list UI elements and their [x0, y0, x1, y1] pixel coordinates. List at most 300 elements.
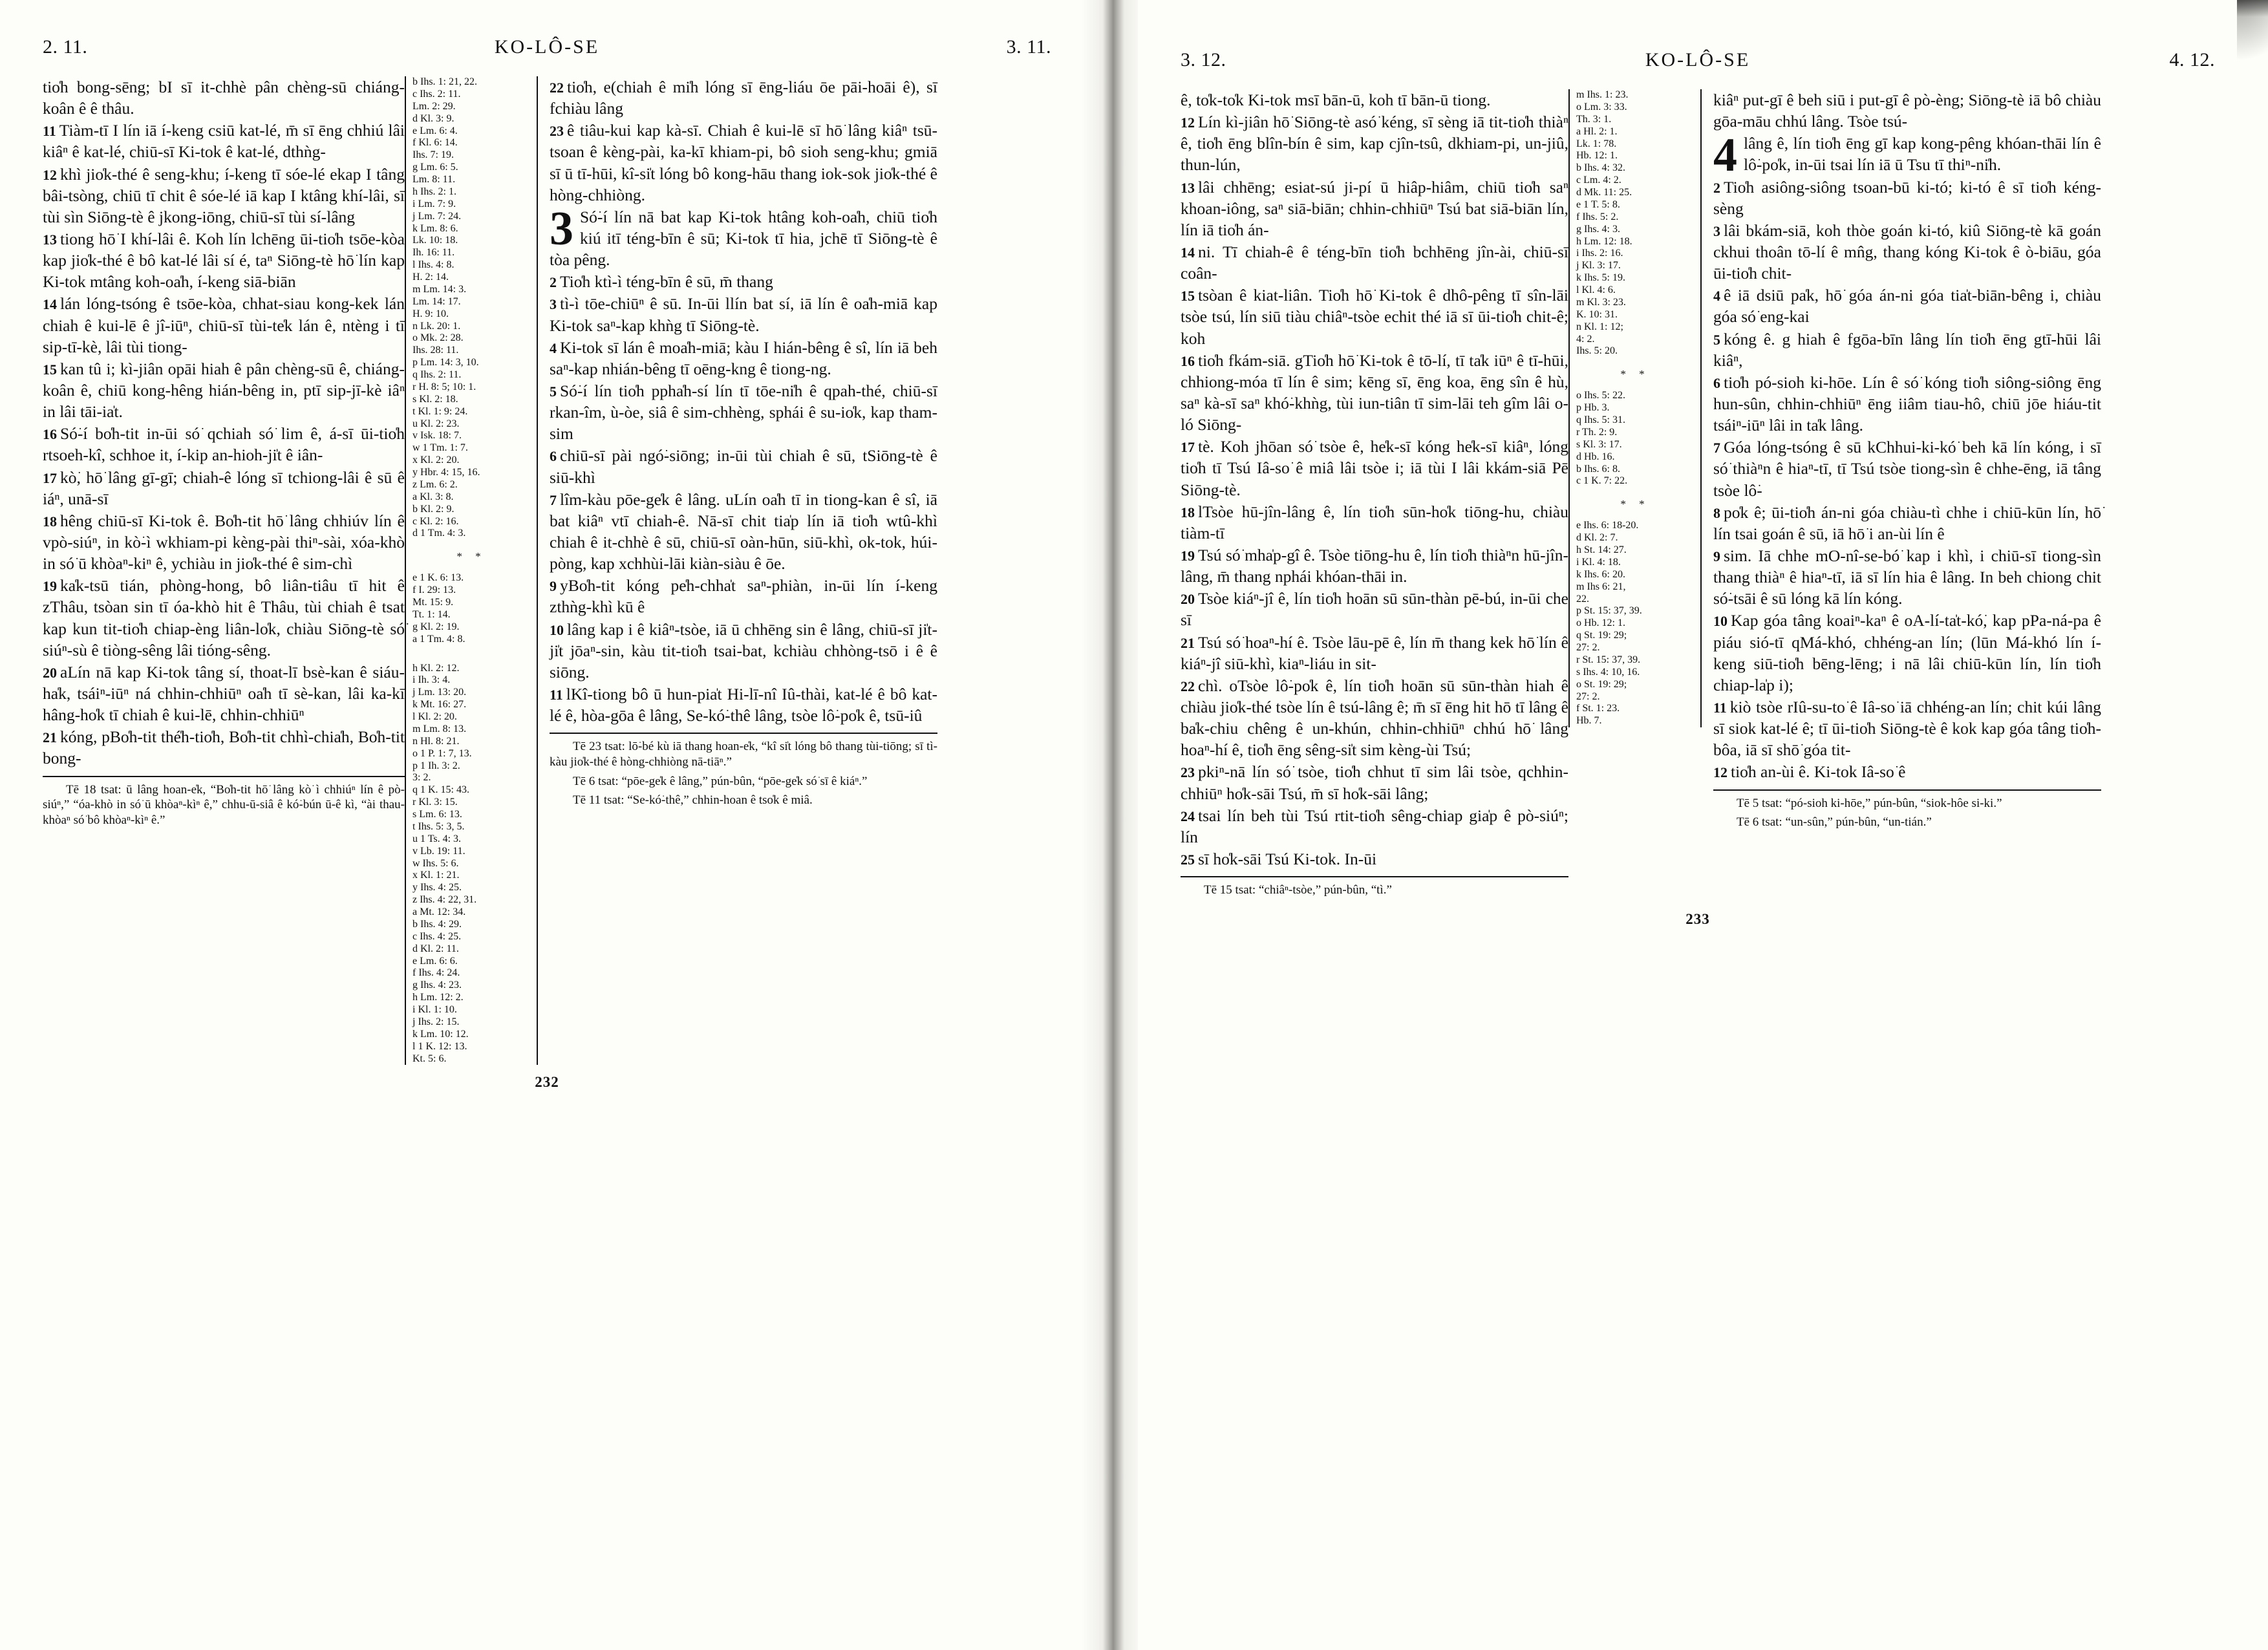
- verse-number: 3: [1713, 222, 1720, 239]
- verse-paragraph: [550, 619, 937, 683]
- cross-reference: m Ihs 6: 21,: [1576, 581, 1626, 592]
- cross-reference: b Ihs. 4: 32.: [1576, 162, 1625, 174]
- right-runhead-title: KO-LÔ-SE: [1645, 49, 1751, 70]
- left-page-columns: [43, 76, 1051, 1065]
- cross-reference: g Kl. 2: 19.: [412, 621, 460, 632]
- cross-reference: k Lm. 10: 12.: [412, 1028, 469, 1040]
- verse-number: 17: [1181, 439, 1195, 456]
- cross-reference: 3: 2.: [412, 772, 431, 784]
- verse-paragraph: [1713, 89, 2101, 132]
- cross-reference: m Lm. 14: 3.: [412, 283, 467, 295]
- verse-number: 21: [43, 729, 57, 746]
- verse-number: 11: [43, 123, 56, 140]
- verse-paragraph: [1181, 761, 1568, 804]
- verse-text: Só͘-í lín tio̍h ppha̍h-sí lín tī tōe-ni̍h ê qpah-thé, chiū-sī rkan-îm, ù-òe, siâ ê sim-chhèng, sphái ê su-io̍k, kap tham-sim: [550, 381, 937, 444]
- verse-paragraph: [550, 337, 937, 380]
- verse-paragraph: [550, 76, 937, 119]
- cross-reference: Mt. 15: 9.: [412, 597, 454, 608]
- cross-reference: i Lm. 7: 9.: [412, 198, 456, 209]
- cross-reference: a 1 Tm. 4: 8.: [412, 633, 465, 645]
- verse-text: lán lóng-tsóng ê tsōe-kòa, chhat-siau kong-kek lán chiah ê kui-lē ê jî-iūⁿ, chiū-sī tùi-te̍k lán ê, ntèng i tī sip-tī-kè, lâi tùi tiong-: [43, 294, 405, 356]
- cross-reference: c Lm. 4: 2.: [1576, 175, 1621, 186]
- verse-number: 5: [550, 383, 557, 400]
- verse-number: 11: [550, 686, 563, 703]
- verse-text: Tiàm-tī I lín iā í-keng csiū kat-lé, m̄ sī ēng chhiú lâi kiâⁿ ê kat-lé, chiū-sī Ki-tok ê kat-lé, dthǹg-: [43, 121, 405, 162]
- cross-reference: o Lm. 3: 33.: [1576, 101, 1627, 112]
- verse-number: 11: [1713, 699, 1727, 716]
- verse-text: lîm-kàu pōe-ge̍k ê lâng. uLín oa̍h tī in tiong-kan ê sî, iā bat kiâⁿ vtī chiah-ê. Nā-sī chit tia̍p lín iā tio̍h wtû-khì chiah ê it-chhè ê sū, chiū-sī oàn-hūn, siū-khì, ok-tok, húi-pòng, kap xchhùi-lāi kiàn-siàu ê ōe.: [550, 489, 937, 573]
- verse-paragraph: [1713, 129, 2101, 182]
- verse-text: Tsú só͘ hoaⁿ-hí ê. Tsòe lāu-pē ê, lín m̄ thang kek hō͘ lín ê kiáⁿ-jî siū-khì, kiaⁿ-liáu in sit-: [1181, 632, 1568, 673]
- verse-paragraph: [43, 76, 405, 119]
- right-refs-1: [1576, 89, 1694, 727]
- cross-reference: o 1 P. 1: 7, 13.: [412, 747, 472, 759]
- cross-reference: p Hb. 3.: [1576, 402, 1610, 414]
- verse-text: tio̍h an-ùi ê. Ki-tok Iâ-so͘ ê: [1731, 762, 1906, 782]
- verse-paragraph: [1713, 545, 2101, 609]
- right-col2-footnotes: [1713, 789, 2101, 831]
- verse-paragraph: [43, 120, 405, 162]
- cross-reference: c Kl. 2: 16.: [412, 515, 459, 527]
- cross-reference: Ihs. 28: 11.: [412, 345, 459, 356]
- verse-text: tsai lín beh tùi Tsú rtit-tio̍h sêng-chiap gia̍p ê pò-siúⁿ; lín: [1181, 806, 1568, 846]
- verse-text: ê tiâu-kui kap kà-sī. Chiah ê kui-lē sī hō͘ lâng kiâⁿ tsū-tsoan ê kèng-pài, ka-kī khiam-pi, bô sioh seng-khu; gmiā sī ū tī-hūi, kî-si̍t lóng bô kong-hāu thang iok-sok jio̍k-thé ê hòng-chhiòng.: [550, 121, 937, 204]
- verse-text: tiong hō͘ I khí-lâi ê. Koh lín lchēng ūi-tio̍h tsōe-kòa kap jio̍k-thé ê bô kat-lé lâi sí é, taⁿ Siōng-tè hō͘ lín kap Ki-tok mtâng koh-oa̍h, í-keng siā-biān: [43, 229, 405, 292]
- cross-reference: s Ihs. 4: 10, 16.: [1576, 666, 1640, 678]
- verse-number: 5: [1713, 331, 1720, 348]
- right-page: [1181, 49, 2215, 1614]
- verse-paragraph: [43, 467, 405, 509]
- cross-reference: n Lk. 20: 1.: [412, 320, 461, 332]
- right-col1-footnotes: [1181, 876, 1568, 898]
- cross-reference: i Kl. 1: 10.: [412, 1004, 457, 1016]
- verse-paragraph: [550, 445, 937, 488]
- cross-reference: s Kl. 3: 17.: [1576, 438, 1622, 450]
- left-col2-footnotes: [550, 733, 937, 808]
- cross-reference: Ih. 16: 11.: [412, 247, 455, 259]
- verse-text: tio̍h bong-sēng; bI sī it-chhè pân chèng-sū chiáng-koân ê ê thâu.: [43, 78, 405, 118]
- cross-reference: f Kl. 6: 14.: [412, 137, 458, 149]
- cross-reference: Ihs. 7: 19.: [412, 149, 454, 161]
- verse-paragraph: [43, 510, 405, 574]
- verse-paragraph: [550, 271, 937, 292]
- cross-reference: e 1 T. 5: 8.: [1576, 198, 1620, 210]
- verse-number: 20: [43, 664, 57, 681]
- left-page-number: 232: [535, 1074, 559, 1091]
- verse-text: lâi chhēng; esiat-sú ji-pí ū hiâp-hiâm, chiū tio̍h saⁿ khoan-iông, saⁿ siā-biān; chhin-chhiūⁿ Tsú bat siā-biān lín, lín iā tio̍h án-: [1181, 177, 1568, 239]
- cross-reference: l Kl. 4: 6.: [1576, 284, 1616, 295]
- right-column-text-1: [1181, 89, 1568, 902]
- verse-paragraph: [1181, 284, 1568, 348]
- cross-reference: o St. 19: 29;: [1576, 678, 1627, 690]
- page-corner-curl: [2237, 0, 2268, 78]
- cross-reference: f St. 1: 23.: [1576, 703, 1620, 714]
- cross-reference: s Kl. 2: 18.: [412, 393, 458, 405]
- right-col1-body: [1181, 89, 1568, 870]
- verse-number: 6: [1713, 374, 1720, 391]
- left-runhead-verse-end: 3. 11.: [1006, 36, 1051, 58]
- verse-text: hêng chiū-sī Ki-tok ê. Bo̍h-tit hō͘ lâng chhiúv lín ê vpò-siúⁿ, in kò͘-ì wkhiam-pi kèng-pài thiⁿ-sài, xóa-khò in só͘ ū khòaⁿ-kiⁿ ê, ychiàu in jio̍k-thé ê sim-chì: [43, 511, 405, 573]
- verse-number: 8: [1713, 504, 1720, 521]
- verse-number: 22: [1181, 678, 1195, 694]
- cross-reference: j Ihs. 2: 15.: [412, 1016, 460, 1027]
- cross-reference: x Kl. 2: 20.: [412, 455, 460, 466]
- cross-reference: p St. 15: 37, 39.: [1576, 605, 1642, 617]
- cross-reference: r Kl. 3: 15.: [412, 797, 458, 808]
- verse-text: po̍k ê; ūi-tio̍h án-ni góa chiàu-tì chhe i chiū-kūn lín, hō͘ lín tsai goán ê sū, iā hō͘ i an-ùi lín ê: [1713, 502, 2101, 543]
- cross-reference: o Mk. 2: 28.: [412, 332, 464, 344]
- verse-number: 7: [550, 491, 557, 508]
- verse-number: 25: [1181, 851, 1195, 868]
- cross-reference: K. 10: 31.: [1576, 308, 1618, 320]
- cross-reference: y Ihs. 4: 25.: [412, 882, 462, 894]
- left-column-text-1: [43, 76, 405, 832]
- verse-paragraph: [43, 164, 405, 228]
- left-runhead-verse-start: 2. 11.: [43, 36, 88, 58]
- right-col2-body: [1713, 89, 2101, 783]
- cross-reference: t Ihs. 5: 3, 5.: [412, 820, 465, 832]
- verse-text: Kap góa tâng koaiⁿ-kaⁿ ê oA-lí-ta̍t-kó͘, kap pPa-ná-pa ê piáu sió-tī qMá-khó, chhéng-an lín; (lūn Má-khó lín í-keng siū-tio̍h bēng-lēng; i nā lâi chiū-kūn lín, lín tio̍h chiap-la̍p i);: [1713, 611, 2101, 694]
- verse-number: 16: [1181, 352, 1195, 369]
- verse-paragraph: [1181, 805, 1568, 848]
- cross-reference: Lk. 1: 78.: [1576, 138, 1617, 149]
- left-col1-footnotes: [43, 776, 405, 828]
- cross-reference: w 1 Tm. 1: 7.: [412, 442, 468, 454]
- cross-reference: n Hl. 8: 21.: [412, 735, 460, 747]
- book-gutter-shadow: [1081, 0, 1143, 1650]
- verse-text: pkiⁿ-nā lín só͘ tsòe, tio̍h chhut tī sim lâi tsòe, qchhin-chhiūⁿ ho̍k-sāi Tsú, m̄ sī ho̍k-sāi lâng;: [1181, 762, 1568, 803]
- cross-reference: f Ihs. 5: 2.: [1576, 211, 1619, 222]
- verse-text: tio̍h pó-sioh ki-hōe. Lín ê só͘ kóng tio̍h siông-siông ēng hun-sûn, chhin-chhiūⁿ ēng iiâm tiau-hô, chiū jōe hiáu-tit tsáiⁿ-iūⁿ lâi in ta̍k lâng.: [1713, 372, 2101, 435]
- cross-reference: k Lm. 8: 6.: [412, 222, 458, 234]
- cross-reference: o Ihs. 5: 22.: [1576, 390, 1625, 402]
- verse-number: 9: [1713, 548, 1720, 564]
- verse-text: sim. Iā chhe mO-nî-se-bó͘ kap i khì, i chiū-sī tiong-sìn thang thiàⁿ ê hiaⁿ-tī, iā sī lín hia ê lâng. In beh chiong chit só͘-tsāi ê sū lóng kā lín kóng.: [1713, 546, 2101, 608]
- verse-paragraph: [43, 575, 405, 661]
- cross-reference: f Ihs. 4: 24.: [412, 967, 460, 979]
- verse-paragraph: [1713, 502, 2101, 544]
- cross-reference: h Ihs. 2: 1.: [412, 186, 456, 197]
- cross-reference: Kt. 5: 6.: [412, 1053, 447, 1064]
- verse-paragraph: [1713, 696, 2101, 760]
- verse-number: 7: [1713, 440, 1720, 456]
- verse-paragraph: [1181, 241, 1568, 284]
- cross-reference: Lm. 2: 29.: [412, 100, 456, 112]
- verse-number: 6: [550, 448, 557, 465]
- verse-text: tio̍h, e(chiah ê mi̍h lóng sī ēng-liáu ōe pāi-hoāi ê), sī fchiàu lâng: [550, 78, 937, 118]
- cross-reference: e Lm. 6: 4.: [412, 125, 458, 136]
- footnote: Tē 11 tsat: “Se-kó͘-thê,” chhin-hoan ê tso̍k ê miâ.: [573, 793, 813, 808]
- cross-reference: w Ihs. 5: 6.: [412, 857, 459, 869]
- verse-paragraph: [550, 683, 937, 726]
- cross-reference: b Kl. 2: 9.: [412, 503, 455, 515]
- verse-paragraph: [550, 489, 937, 575]
- cross-reference: q Ihs. 2: 11.: [412, 369, 462, 380]
- verse-paragraph: [550, 380, 937, 444]
- left-col1-body: [43, 76, 405, 769]
- verse-number: 24: [1181, 808, 1195, 824]
- verse-number: 10: [1713, 613, 1728, 630]
- verse-text: kò͘, hō͘ lâng gī-gī; chiah-ê lóng sī tchiong-lâi ê sū ê iáⁿ, unā-sī: [43, 467, 405, 508]
- verse-text: ê iā dsiū pa̍k, hō͘ góa án-ni góa tia̍t-biān-bêng i, chiàu góa só͘ eng-kai: [1713, 286, 2101, 327]
- left-column-text-2: [538, 76, 937, 812]
- cross-reference: u 1 Ts. 4: 3.: [412, 833, 462, 844]
- verse-number: 23: [1181, 764, 1195, 781]
- verse-text: chì. oTsòe lô͘-po̍k ê, lín tio̍h hoān sū sūn-thàn hiah ê chiàu jio̍k-thé tsòe lín ê tsú-lâng ê; m̄ sī ēng hit hō tī lâng ê ba̍k-chiu chêng ê un-khún, chhin-chhiūⁿ chhú hō͘ lâng hoaⁿ-hí ê, tio̍h ēng sêng-si̍t sim kèng-ùi Tsú;: [1181, 676, 1568, 760]
- cross-reference: v Isk. 18: 7.: [412, 430, 462, 442]
- cross-reference: m Ihs. 1: 23.: [1576, 89, 1629, 100]
- cross-reference: r Th. 2: 9.: [1576, 426, 1618, 438]
- cross-reference: k Ihs. 6: 20.: [1576, 568, 1625, 580]
- verse-paragraph: [43, 293, 405, 357]
- verse-paragraph: [1181, 350, 1568, 436]
- cross-reference: 27: 2.: [1576, 691, 1600, 702]
- verse-text: kóng, pBo̍h-tit thé̍h-tio̍h, Bo̍h-tit chhì-chia̍h, Bo̍h-tit bong-: [43, 727, 405, 768]
- cross-reference: g Ihs. 4: 23.: [412, 980, 462, 991]
- verse-paragraph: [1181, 89, 1568, 111]
- reference-separator: * *: [456, 550, 486, 563]
- verse-number: 2: [1713, 179, 1720, 196]
- verse-text: Lín kì-jiân hō͘ Siōng-tè asó͘ kéng, sī sèng iā tit-tio̍h thiàⁿ ê, tio̍h ēng blîn-bín ê sim, kap cjîn-tsû, dkhiam-pi, un-jiû, thun-lún,: [1181, 112, 1568, 175]
- verse-number: 13: [1181, 179, 1195, 196]
- cross-reference: j Lm. 7: 24.: [412, 210, 462, 222]
- footnote: Tē 5 tsat: “pó-sioh ki-hōe,” pún-bûn, “siok-hôe si-ki.”: [1737, 796, 2002, 810]
- verse-paragraph: [43, 661, 405, 725]
- cross-reference: r H. 8: 5; 10: 1.: [412, 381, 476, 392]
- left-page-sheet: [0, 0, 1099, 1650]
- verse-text: tì-ì tōe-chiūⁿ ê sū. In-ūi llín bat sí, iā lín ê oa̍h-miā kap Ki-tok saⁿ-kap khǹg tī Siōng-tè.: [550, 294, 937, 335]
- cross-reference: t Kl. 1: 9: 24.: [412, 405, 468, 417]
- verse-text: Tio̍h ktì-ì téng-bīn ê sū, m̄ thang: [560, 272, 773, 292]
- right-page-number: 233: [1685, 910, 1710, 927]
- cross-reference: a Kl. 3: 8.: [412, 491, 454, 502]
- footnote: Tē 15 tsat: “chiâⁿ-tsòe,” pún-bûn, “tì.”: [1204, 883, 1392, 897]
- cross-reference: k Ihs. 5: 19.: [1576, 272, 1625, 284]
- verse-number: 10: [550, 621, 564, 638]
- left-page: [43, 36, 1051, 1607]
- verse-paragraph: [1181, 111, 1568, 175]
- cross-reference: v Lb. 19: 11.: [412, 845, 465, 857]
- cross-reference: Lm. 8: 11.: [412, 174, 456, 185]
- cross-reference: r St. 15: 37, 39.: [1576, 654, 1641, 665]
- verse-paragraph: [1713, 761, 2101, 782]
- verse-number: 23: [550, 123, 564, 140]
- verse-number: 14: [43, 296, 57, 313]
- right-page-sheet: [1138, 0, 2268, 1650]
- verse-number: 4: [550, 339, 557, 356]
- cross-reference: k Mt. 16: 27.: [412, 699, 467, 711]
- reference-separator: * *: [1620, 368, 1650, 381]
- cross-reference: Th. 3: 1.: [1576, 113, 1612, 125]
- verse-text: Tsú só͘ mha̍p-gî ê. Tsòe tiōng-hu ê, lín tio̍h thiàⁿn hū-jîn-lâng, m̄ thang nphái khóan-thāi in.: [1181, 545, 1568, 586]
- verse-paragraph: [1713, 220, 2101, 284]
- verse-text: lKî-tiong bô ū hun-pia̍t Hi-lī-nî Iû-thài, kat-lé ê bô kat-lé ê, hòa-gōa ê lâng, Se-kó͘-thê lâng, tsòe lô͘-po̍k ê, tsū-iû: [550, 684, 937, 725]
- verse-number: 16: [43, 426, 57, 443]
- cross-reference: Ihs. 5: 20.: [1576, 345, 1618, 357]
- cross-reference: d Kl. 2: 11.: [412, 943, 459, 954]
- cross-reference: c Ihs. 4: 25.: [412, 930, 462, 942]
- verse-text: kan tû i; kì-jiân opāi hiah ê pân chèng-sū ê, chiáng-koân ê, chiū kong-hêng hián-bêng in, ptī sip-jī-kè iâⁿ in lâi tāi-ia̍t.: [43, 359, 405, 422]
- verse-text: Só͘-í bo̍h-tit in-ūi só͘ qchiah só͘ lim ê, á-sī ūi-tio̍h rtsoeh-kî, schhoe it, í-kip an-hioh-ji̍t ê iân-: [43, 424, 405, 465]
- verse-text: Ki-tok sī lán ê moa̍h-miā; kàu I hián-bêng ê sî, lín iā beh saⁿ-kap nhián-bêng tī oēng-kng ê tiong-ng.: [550, 338, 937, 378]
- verse-paragraph: [1713, 436, 2101, 500]
- verse-number: 2: [550, 274, 557, 291]
- cross-reference: 27: 2.: [1576, 642, 1600, 654]
- cross-reference: H. 2: 14.: [412, 272, 449, 283]
- cross-reference: l 1 K. 12: 13.: [412, 1040, 467, 1052]
- cross-reference: o Hb. 12: 1.: [1576, 617, 1625, 629]
- verse-text: lâng kap i ê kiâⁿ-tsòe, iā ū chhēng sin ê lâng, chiū-sī ji̍t-ji̍t jōaⁿ-sin, kàu tit-tio̍h tsai-bat, kchiàu chhòng-tsō i ê ê siōng.: [550, 619, 937, 681]
- verse-text: Góa lóng-tsóng ê sū kChhui-ki-kó͘ beh kā lín kóng, i sī só͘ thiàⁿn ê hiaⁿ-tī, tī Tsú tsòe tiong-sìn ê chhe-ēng, iā tâng tsòe lô͘-: [1713, 438, 2101, 500]
- drop-cap-chapter-number: 3: [550, 202, 573, 255]
- left-refs-2: [412, 663, 530, 1066]
- verse-text: yBo̍h-tit kóng pe̍h-chha̍t saⁿ-phiàn, in-ūi lín í-keng zthǹg-khì kū ê: [550, 576, 937, 617]
- cross-reference: g Lm. 6: 5.: [412, 162, 458, 173]
- cross-reference: d Kl. 2: 7.: [1576, 532, 1618, 544]
- footnote: Tē 6 tsat: “pōe-ge̍k ê lâng,” pún-bûn, “pōe-ge̍k só͘ sī ê kiáⁿ.”: [573, 774, 868, 788]
- verse-number: 14: [1181, 244, 1195, 261]
- verse-text: Tsòe kiáⁿ-jî ê, lín tio̍h hoān sū sūn-thàn pē-bú, in-ūi che sī: [1181, 589, 1568, 630]
- verse-text: kiò tsòe rIû-su-to͘ ê Iâ-so͘ iā chhéng-an lín; chit kúi lâng sī siok kat-lé ê; tī ūi-tio̍h Siōng-tè ê kok kap góa tâng tio̍h-bôa, iā sī shō͘ góa tit-: [1713, 697, 2101, 760]
- verse-text: Tio̍h asiông-siông tsoan-bū ki-tó; ki-tó ê sī tio̍h kéng-sèng: [1713, 177, 2101, 218]
- cross-reference: Hb. 7.: [1576, 715, 1602, 727]
- verse-text: khì jio̍k-thé ê seng-khu; í-keng tī sóe-lé ekap I tâng bâi-tsòng, chiū tī chit ê sóe-lé iā kap I ktâng khí-lâi, sī tùi sìn Siōng-tè ê jkong-iōng, chiū-sī tùi sí-lâng: [43, 164, 405, 226]
- verse-number: 4: [1713, 288, 1720, 305]
- verse-paragraph: [550, 575, 937, 617]
- verse-text: sī ho̍k-sāi Tsú Ki-tok. In-ūi: [1198, 849, 1377, 868]
- verse-text: lTsòe hū-jîn-lâng ê, lín tio̍h sūn-ho̍k tiōng-hu, chiàu tiàm-tī: [1181, 502, 1568, 542]
- cross-reference: l Ihs. 4: 8.: [412, 259, 455, 271]
- cross-reference: b Ihs. 4: 29.: [412, 918, 462, 930]
- right-reference-column: [1568, 89, 1702, 727]
- left-running-head: [43, 36, 1051, 76]
- verse-paragraph: [1713, 177, 2101, 219]
- cross-reference: x Kl. 1: 21.: [412, 870, 460, 881]
- verse-text: kiâⁿ put-gī ê beh siū i put-gī ê pò-èng; Siōng-tè iā bô chiàu gōa-māu chhú lâng. Tsòe tsú-: [1713, 91, 2101, 131]
- verse-text: lâng ê, lín tio̍h ēng gī kap kong-pêng khóan-thāi lín ê lô͘-po̍k, in-ūi tsai lín iā ū Tsu tī thiⁿ-ni̍h.: [1744, 134, 2101, 175]
- footnote: Tē 18 tsat: ū lâng hoan-e̍k, “Bo̍h-tit hō͘ lâng kò͘ ì chhiúⁿ lín ê pò-siúⁿ,” “óa-khò in só͘ ū khòaⁿ-kìⁿ ê,” chhu-ū-siâ ê kó͘-bún ū-ê kì, “ài thau-khòaⁿ só͘ bô khòaⁿ-kìⁿ ê.”: [43, 782, 405, 827]
- verse-paragraph: [1181, 848, 1568, 870]
- verse-paragraph: [1713, 372, 2101, 436]
- right-running-head: [1181, 49, 2215, 89]
- cross-reference: u Kl. 2: 23.: [412, 418, 460, 429]
- footnote: Tē 23 tsat: lō͘-bé kù iā thang hoan-e̍k, “kî si̍t lóng bô thang tùi-tiōng; sī tì-kàu jio̍k-thé ê hòng-chhiòng nā-tiāⁿ.”: [550, 740, 937, 769]
- cross-reference: Tt. 1: 14.: [412, 608, 451, 620]
- cross-reference: a Mt. 12: 34.: [412, 906, 466, 918]
- cross-reference: s Lm. 6: 13.: [412, 809, 462, 820]
- cross-reference: Lk. 10: 18.: [412, 235, 458, 246]
- verse-paragraph: [43, 358, 405, 422]
- verse-number: 12: [1713, 764, 1728, 781]
- verse-paragraph: [1181, 436, 1568, 500]
- verse-text: chiū-sī pài ngó͘-siōng; in-ūi tùi chiah ê sū, tSiōng-tè ê siū-khì: [550, 446, 937, 487]
- verse-text: ê, to̍k-to̍k Ki-tok msī bān-ū, koh tī bān-ū tiong.: [1181, 91, 1491, 109]
- verse-paragraph: [43, 726, 405, 769]
- cross-reference: d Mk. 11: 25.: [1576, 187, 1632, 198]
- verse-number: 12: [43, 166, 57, 183]
- verse-number: 15: [43, 361, 57, 378]
- cross-reference: j Lm. 13: 20.: [412, 687, 467, 698]
- verse-text: tè. Koh jhōan só͘ tsòe ê, he̍k-sī kóng he̍k-sī kiâⁿ, lóng tio̍h tī Tsú Iâ-so͘ ê miâ lâi tsòe i; iā tùi I lâi kkám-siā Pē Siōng-tè.: [1181, 437, 1568, 499]
- verse-number: 17: [43, 469, 57, 486]
- cross-reference: b Ihs. 1: 21, 22.: [412, 76, 477, 87]
- cross-reference: h Lm. 12: 2.: [412, 992, 464, 1003]
- cross-reference: h Lm. 12: 18.: [1576, 235, 1632, 247]
- verse-paragraph: [1181, 501, 1568, 544]
- verse-text: ni. Tī chiah-ê ê téng-bīn tio̍h bchhēng jîn-ài, chiū-sī coân-: [1181, 242, 1568, 283]
- cross-reference: c Ihs. 2: 11.: [412, 88, 461, 100]
- drop-cap-chapter-number: 4: [1713, 129, 1737, 182]
- verse-number: 18: [43, 513, 57, 530]
- verse-number: 3: [550, 296, 557, 313]
- verse-paragraph: [550, 120, 937, 206]
- cross-reference: n Kl. 1: 12;: [1576, 321, 1623, 332]
- cross-reference: a Hl. 2: 1.: [1576, 125, 1618, 137]
- cross-reference: H. 9: 10.: [412, 308, 449, 319]
- verse-text: Só͘-í lín nā bat kap Ki-tok htâng koh-oa̍h, chiū tio̍h kiú itī téng-bīn ê sū; Ki-tok tī hia, jchē tī Siōng-tè ê tòa pêng.: [550, 207, 937, 270]
- verse-number: 19: [1181, 547, 1195, 564]
- verse-number: 9: [550, 578, 557, 595]
- cross-reference: m Lm. 8: 13.: [412, 723, 467, 734]
- cross-reference: j Kl. 3: 17.: [1576, 260, 1621, 272]
- verse-paragraph: [1713, 284, 2101, 327]
- left-refs-1: [412, 76, 530, 646]
- verse-number: 20: [1181, 591, 1195, 608]
- right-runhead-verse-start: 3. 12.: [1181, 49, 1226, 70]
- verse-number: 19: [43, 578, 57, 595]
- verse-text: tsòan ê kiat-liân. Tio̍h hō͘ Ki-tok ê dhô-pêng tī sîn-lāi tsòe tsú, lín siū tiàu chiâⁿ-tsòe echit thé iā sī ūi-tio̍h chit-ê; koh: [1181, 286, 1568, 348]
- left-reference-column: [405, 76, 538, 1065]
- cross-reference: Lm. 14: 17.: [412, 295, 461, 307]
- cross-reference: q 1 K. 15: 43.: [412, 784, 469, 796]
- verse-paragraph: [550, 293, 937, 336]
- cross-reference: h St. 14: 27.: [1576, 544, 1627, 556]
- verse-number: 18: [1181, 504, 1195, 520]
- cross-reference: e Ihs. 6: 18-20.: [1576, 520, 1639, 531]
- verse-text: tio̍h fkám-siā. gTio̍h hō͘ Ki-tok ê tō-lí, tī ta̍k iūⁿ ê tī-hūi, chhiong-móa tī lín ê sim; kēng sī, ēng koa, ēng sîn ê hù, saⁿ kà-sī saⁿ khó͘-khǹg, tùi iun-tiân tī sim-lāi teh gîm lâi o-ló Siōng-: [1181, 350, 1568, 434]
- cross-reference: i Kl. 4: 18.: [1576, 556, 1621, 568]
- verse-text: lâi bkám-siā, koh thòe goán ki-tó, kiû Siōng-tè kā goán ckhui thoân tō-lí ê mn̂g, thang kóng Ki-tok ê ò-biāu, góa ūi-tio̍h chit-: [1713, 220, 2101, 283]
- cross-reference: y Hbr. 4: 15, 16.: [412, 467, 480, 478]
- cross-reference: d Kl. 3: 9.: [412, 112, 455, 124]
- verse-number: 21: [1181, 634, 1195, 651]
- footnote: Tē 6 tsat: “un-sûn,” pún-bûn, “un-tián.”: [1737, 815, 1932, 830]
- left-col2-body: [550, 76, 937, 726]
- cross-reference: p 1 Ih. 3: 2.: [412, 760, 460, 771]
- cross-reference: 22.: [1576, 593, 1589, 605]
- verse-paragraph: [1181, 177, 1568, 241]
- cross-reference: g Ihs. 4: 3.: [1576, 223, 1620, 235]
- cross-reference: z Lm. 6: 2.: [412, 478, 458, 490]
- right-page-columns: [1181, 89, 2215, 902]
- verse-number: 13: [43, 231, 57, 248]
- cross-reference: i Ih. 3: 4.: [412, 674, 451, 686]
- right-runhead-verse-end: 4. 12.: [2169, 49, 2215, 70]
- verse-text: kóng ê. g hiah ê fgōa-bīn lâng lín tio̍h ēng gtī-hūi lâi kiâⁿ,: [1713, 329, 2101, 370]
- cross-reference: d Hb. 16.: [1576, 451, 1615, 462]
- verse-paragraph: [43, 228, 405, 292]
- cross-reference: p Lm. 14: 3, 10.: [412, 357, 479, 369]
- cross-reference: e 1 K. 6: 13.: [412, 572, 464, 584]
- left-runhead-title: KO-LÔ-SE: [494, 36, 600, 58]
- verse-number: 22: [550, 80, 564, 96]
- cross-reference: q St. 19: 29;: [1576, 630, 1627, 641]
- cross-reference: z Ihs. 4: 22, 31.: [412, 894, 477, 906]
- verse-paragraph: [1181, 544, 1568, 587]
- right-column-text-2: [1702, 89, 2101, 834]
- verse-paragraph: [550, 202, 937, 270]
- cross-reference: d 1 Tm. 4: 3.: [412, 528, 466, 539]
